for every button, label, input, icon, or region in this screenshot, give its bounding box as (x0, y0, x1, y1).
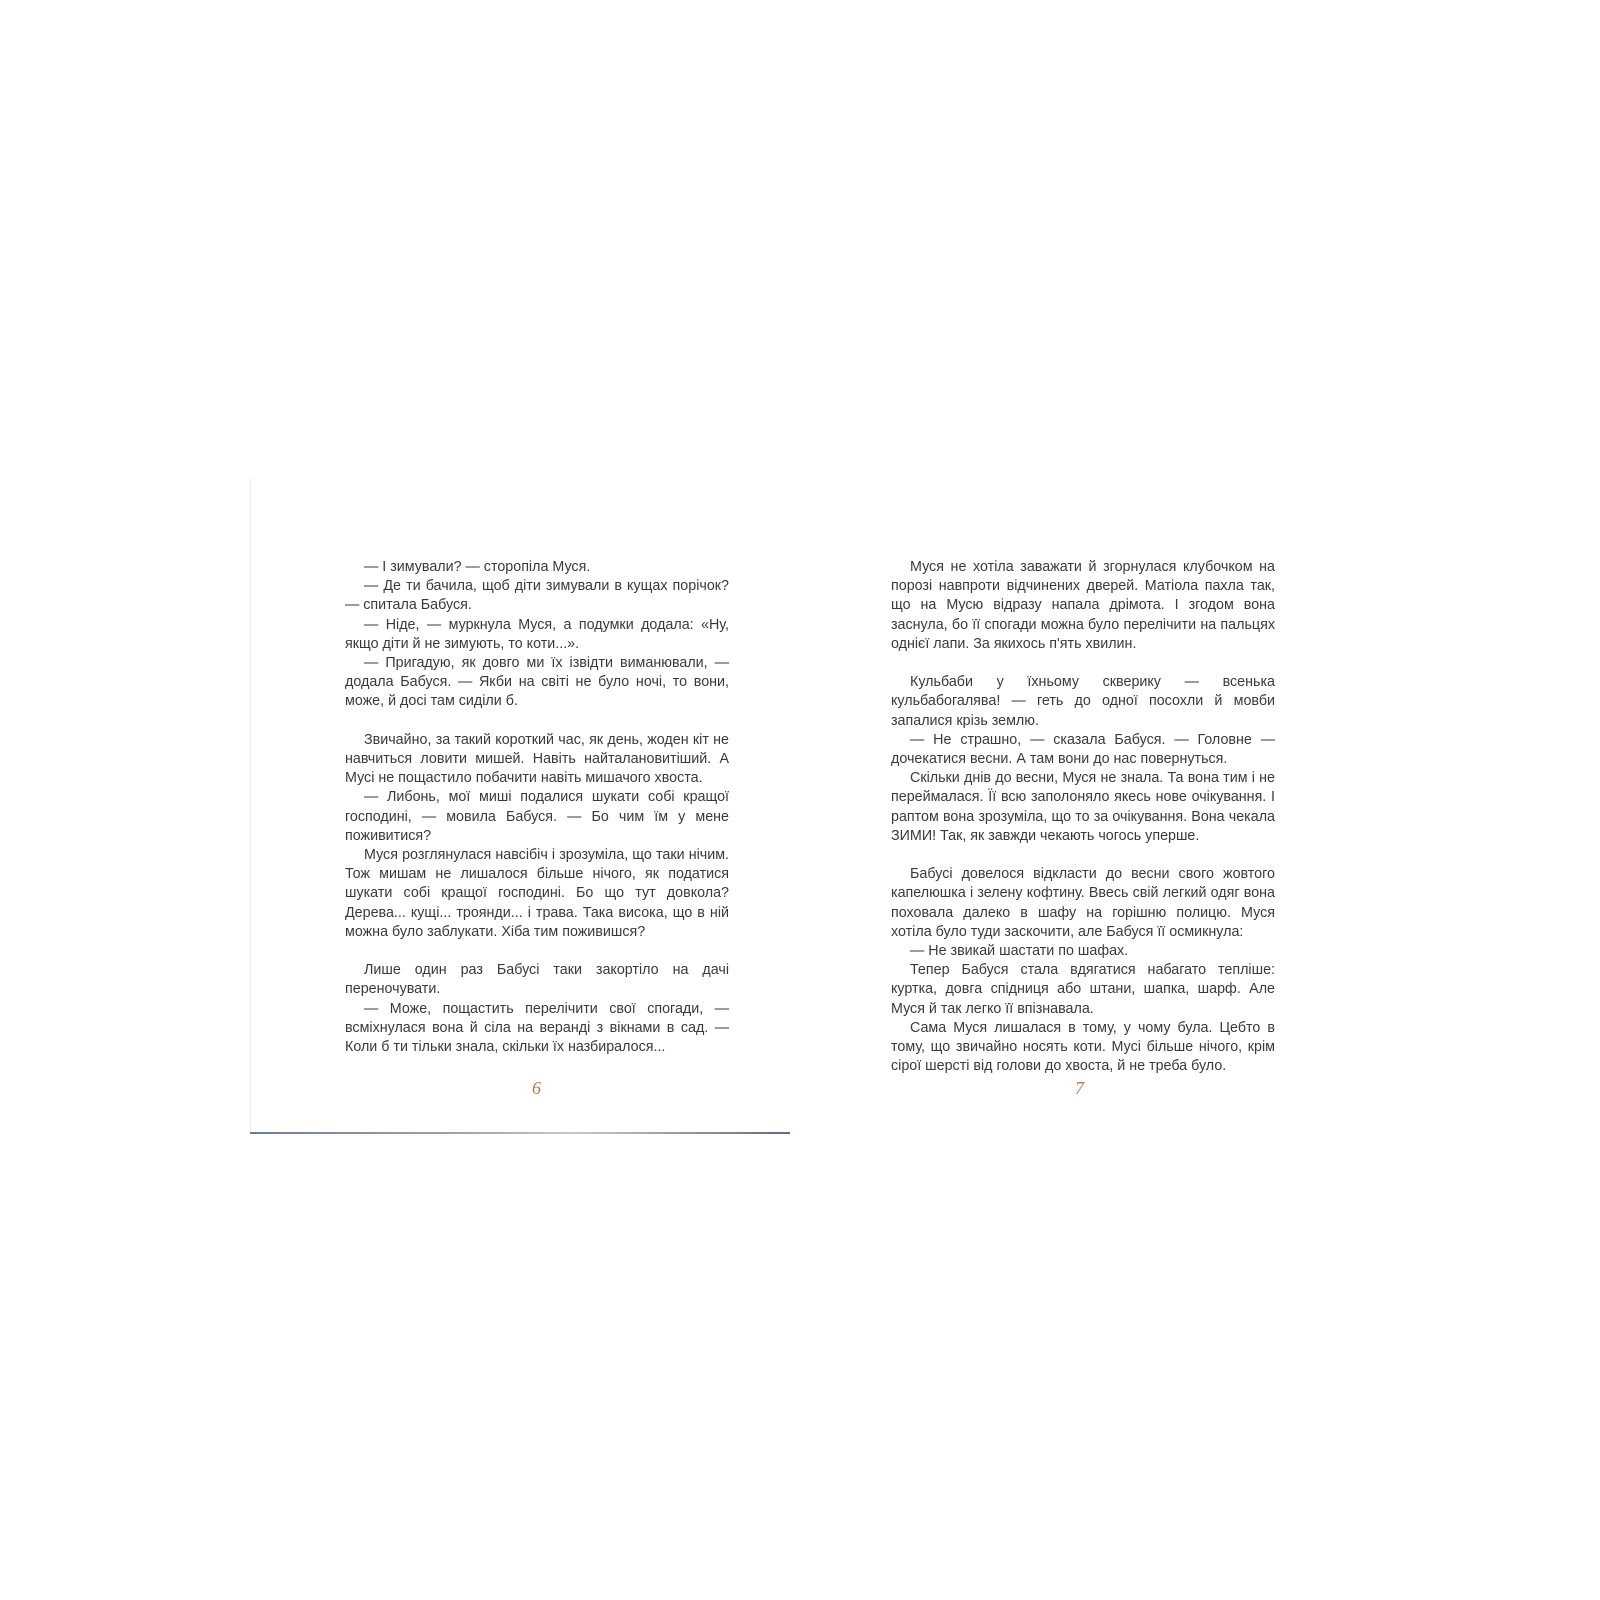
left-page-text (345, 558, 729, 1057)
paragraph-gap (345, 942, 729, 961)
paragraph: Лише один раз Бабусі таки закортіло на дачі переночувати. (345, 962, 729, 998)
paragraph: — І зимували? — сторопіла Муся. (364, 559, 591, 575)
paragraph: Звичайно, за такий короткий час, як день, жоден кіт не навчиться ловити мишей. Навіть найталановитіший. А Мусі не пощастило побачити навіть мишачого хвоста. (345, 731, 729, 787)
paragraph: Тепер Бабуся стала вдягатися набагато тепліше: куртка, довга спідниця або штани, шапка, шарф. Але Муся й так легко її впізнавала. (891, 962, 1275, 1017)
paragraph: Бабусі довелося відкласти до весни свого жовтого капелюшка і зелену кофтину. Ввесь свій легкий одяг вона поховала далеко в шафу на горішню полицю. Муся хотіла було туди заскочити, але Бабуся її осмикнула: (891, 866, 1275, 940)
paragraph: Муся не хотіла заважати й згорнулася клубочком на порозі навпроти відчинених дверей. Матіола пахла так, що на Мусю відразу напала дрімота. І згодом вона заснула, бо її спогади можна було перелічити на пальцях однієї лапи. За якихось п'ять хвилин. (891, 559, 1275, 652)
paragraph: Кульбаби у їхньому скверику — всенька кульбабогалява! — геть до одної посохли й мовби запалися крізь землю. (891, 674, 1275, 729)
paragraph-gap (891, 846, 1275, 865)
left-page-bottom-edge (250, 1132, 790, 1134)
paragraph: Сама Муся лишалася в тому, у чому була. Цебто в тому, що звичайно носять коти. Мусі більше нічого, крім сірої шерсті від голови до хвоста, й не треба було. (891, 1019, 1275, 1075)
paragraph: — Де ти бачила, щоб діти зимували в кущах порічок? — спитала Бабуся. (345, 578, 729, 614)
paragraph: — Либонь, мої миші подалися шукати собі кращої господині, — мовила Бабуся. — Бо чим їм у мене поживитися? (345, 789, 729, 844)
page-number-right: 7 (1075, 1078, 1084, 1098)
paragraph: Муся розглянулася навсібіч і зрозуміла, що таки нічим. Тож мишам не лишалося більше нічого, як податися шукати собі кращої господині. Бо що тут довкола? Дерева... кущі... троянди... і трава. Така висока, що в ній можна було заблукати. Хіба тим поживишся? (345, 847, 729, 940)
paragraph: — Не страшно, — сказала Бабуся. — Головне — дочекатися весни. А там вони до нас повернуться. (891, 731, 1275, 768)
page-number-left: 6 (532, 1078, 541, 1098)
paragraph: — Ніде, — муркнула Муся, а подумки додала: «Ну, якщо діти й не зимують, то коти...». (345, 616, 729, 652)
paragraph: — Може, пощастить перелічити свої спогади, — всміхнулася вона й сіла на веранді з вікнами в сад. — Коли б ти тільки знала, скільки їх назбиралося... (345, 1000, 729, 1056)
right-page-text (891, 558, 1275, 1076)
paragraph: — Не звикай шастати по шафах. (910, 943, 1129, 960)
paragraph-gap (345, 712, 729, 731)
paragraph: Скільки днів до весни, Муся не знала. Та вона тим і не переймалася. Її всю заполоняло якесь нове очікування. І раптом вона зрозуміла, що то за очікування. Вона чекала ЗИМИ! Так, як завжди чекають чогось уперше. (891, 770, 1275, 844)
paragraph-gap (891, 654, 1275, 673)
paragraph: — Пригадую, як довго ми їх ізвідти виманювали, — додала Бабуся. — Якби на світі не було ночі, то вони, може, й досі там сиділи б. (345, 655, 729, 710)
